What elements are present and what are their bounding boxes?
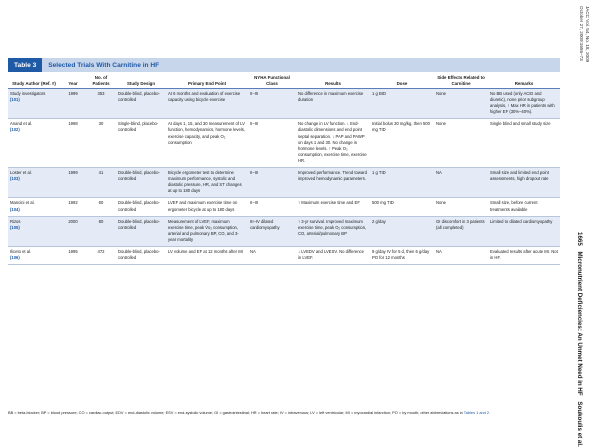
cell-design: Double-blind, placebo-controlled [116, 216, 166, 246]
cell-remarks: No BB used (only ACEI and diuretic), none prior subgroup analysis, ↑ Max HR in patients with higher EF (30%–40%). [488, 89, 560, 119]
cell-nyha: III–IV dilated cardiomyopathy [248, 216, 296, 246]
table-header-row [8, 74, 560, 89]
table-row [8, 119, 560, 168]
table-row [8, 216, 560, 246]
table-footnote [8, 410, 560, 415]
cell-nyha: II–III [248, 89, 296, 119]
column-header-design: Study Design [116, 74, 166, 89]
cell-results: ↓ LVEDV and LVESV. No difference in LVEF. [296, 246, 370, 264]
running-head-authors: Soukoulis et al. [576, 401, 583, 447]
cell-year: 2000 [60, 216, 86, 246]
cell-patients: 353 [86, 89, 116, 119]
running-head-page: 1665 [576, 232, 583, 246]
reference-link[interactable]: (106) [10, 255, 20, 261]
cell-author: Rizos (105) [8, 216, 60, 246]
footnote-period: . [489, 410, 491, 415]
column-header-nyha: NYHA Functional Class [248, 74, 296, 89]
cell-remarks: Small size, before current treatments available [488, 198, 560, 216]
cell-dose: 500 mg TID [370, 198, 434, 216]
reference-link[interactable]: (102) [10, 127, 20, 133]
cell-design: Double-blind, placebo-controlled [116, 89, 166, 119]
cell-design: Double-blind, placebo-controlled [116, 246, 166, 264]
journal-header [578, 6, 590, 62]
cell-design: Double-blind, placebo-controlled [116, 168, 166, 198]
cell-endpoint: LV volume and EF at 12 months after MI [166, 246, 248, 264]
cell-nyha: II–III [248, 198, 296, 216]
journal-volume: JACC Vol. 54, No. 18, 2009 [585, 6, 590, 63]
running-head [576, 232, 583, 447]
cell-side-effects: None [434, 89, 488, 119]
column-header-endpoint: Primary End Point [166, 74, 248, 89]
footnote-tables-link[interactable]: Tables 1 and 2 [463, 410, 490, 415]
reference-link[interactable]: (103) [10, 176, 20, 182]
column-header-author: Study Author (Ref. #) [8, 74, 60, 89]
cell-endpoint: Measurement of LVEF, maximum exercise time, peak V̇o₂ consumption, arterial and pulmonary BP, CO, and 3-year mortality [166, 216, 248, 246]
cell-patients: 41 [86, 168, 116, 198]
trials-table [8, 74, 560, 265]
cell-endpoint: LVEF and maximum exercise time on ergometer bicycle at up to 180 days [166, 198, 248, 216]
cell-author: Anand et al. (102) [8, 119, 60, 168]
journal-date-pages: October 27, 2009:1655–73 [578, 6, 584, 61]
cell-dose: 9 g/day IV for 5 d, then 6 g/day PO for 12 months [370, 246, 434, 264]
column-header-dose: Dose [370, 74, 434, 89]
cell-dose: Initial bolus 30 mg/kg, then 500 mg TID [370, 119, 434, 168]
cell-patients: 60 [86, 198, 116, 216]
column-header-year: Year [60, 74, 86, 89]
cell-side-effects: None [434, 119, 488, 168]
table-title: Selected Trials With Carnitine in HF [48, 61, 160, 69]
cell-year: 1995 [60, 246, 86, 264]
cell-side-effects: GI discomfort in 3 patients (all completed) [434, 216, 488, 246]
cell-remarks: Single blind and small study size [488, 119, 560, 168]
cell-remarks: Evaluated results after acute MI. Not in HF. [488, 246, 560, 264]
cell-results: Improved performance. Trend toward improved hemodynamic parameters. [296, 168, 370, 198]
table-row [8, 89, 560, 119]
cell-year: 1999 [60, 89, 86, 119]
cell-endpoint: At 6 months and evaluation of exercise capacity using bicycle exercise [166, 89, 248, 119]
cell-nyha: NA [248, 246, 296, 264]
cell-side-effects: NA [434, 246, 488, 264]
cell-results: ↑ Maximum exercise time and EF [296, 198, 370, 216]
cell-author: Study investigators (101) [8, 89, 60, 119]
cell-patients: 30 [86, 119, 116, 168]
cell-year: 1999 [60, 168, 86, 198]
cell-nyha: II–III [248, 119, 296, 168]
reference-link[interactable]: (101) [10, 97, 20, 103]
cell-dose: 2 g/day [370, 216, 434, 246]
column-header-side-effects: Side Effects Related to Carnitine [434, 74, 488, 89]
running-head-title: Micronutrient Deficiencies: An Unmet Need in HF [576, 251, 583, 396]
cell-author: Iliceto et al. (106) [8, 246, 60, 264]
cell-dose: 1 g BID [370, 89, 434, 119]
cell-author: Loster et al. (103) [8, 168, 60, 198]
cell-side-effects: NA [434, 168, 488, 198]
reference-link[interactable]: (105) [10, 224, 20, 230]
cell-patients: 80 [86, 216, 116, 246]
cell-patients: 472 [86, 246, 116, 264]
table-title-bar [8, 58, 560, 72]
cell-design: Single-blind, placebo-controlled [116, 119, 166, 168]
cell-endpoint: Bicycle ergometer test to determine maximum performance, systolic and diastolic pressure, HR, and ST changes at up to 180 days [166, 168, 248, 198]
cell-dose: 1 g TID [370, 168, 434, 198]
cell-results: No difference in maximum exercise duration [296, 89, 370, 119]
table-label: Table 3 [8, 58, 42, 72]
table-row [8, 168, 560, 198]
cell-side-effects: None [434, 198, 488, 216]
table-row [8, 246, 560, 264]
carnitine-trials-table [8, 58, 560, 265]
column-header-patients: No. of Patients [86, 74, 116, 89]
cell-year: 1992 [60, 198, 86, 216]
column-header-remarks: Remarks [488, 74, 560, 89]
cell-year: 1998 [60, 119, 86, 168]
footnote-abbreviations: BB = beta-blocker; BP = blood pressure; CO = cardiac output; EDV = end-diastolic volume; ESV = end-systolic volume; GI = gastrointestinal; HR = heart rate; IV = intravenous; LV = left ventricular; MI = myocardial infarction; PO = by mouth; other abbreviations as in [8, 410, 463, 415]
cell-author: Mancini et al. (104) [8, 198, 60, 216]
reference-link[interactable]: (104) [10, 206, 20, 212]
table-row [8, 198, 560, 216]
cell-results: ↑ 3-yr survival. Improved maximum exercise time, peak O₂ consumption, CO, arterial/pulmonary BP [296, 216, 370, 246]
cell-endpoint: At days 1, 15, and 30 measurement of LV function, hemodynamics, hormone levels, exercise capacity, and peak O₂ consumption [166, 119, 248, 168]
column-header-results: Results [296, 74, 370, 89]
cell-results: No change in LV function. ↓ End-diastolic dimensions and end point septal separation. ↓ PAP and PAWP on days 1 and 30. No change in hormone levels. ↑ Peak O₂ consumption, exercise time, exercise HR. [296, 119, 370, 168]
cell-nyha: II–III [248, 168, 296, 198]
cell-remarks: Small size and limited end point assessments, high dropout rate [488, 168, 560, 198]
cell-design: Double-blind, placebo-controlled [116, 198, 166, 216]
cell-remarks: Limited to dilated cardiomyopathy [488, 216, 560, 246]
